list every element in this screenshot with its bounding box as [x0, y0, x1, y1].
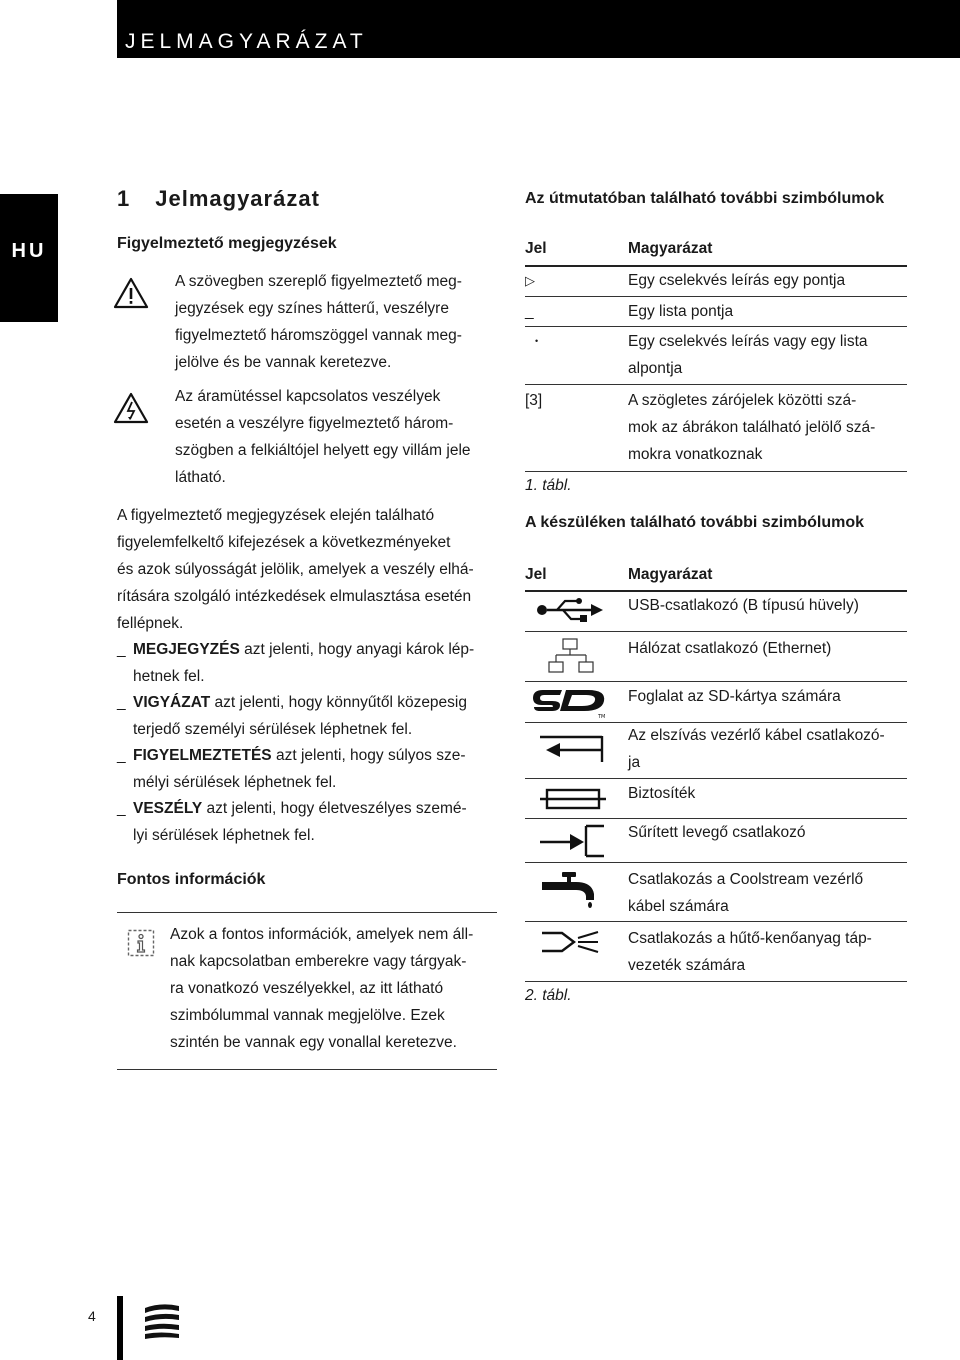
table1-meaning: [628, 387, 875, 468]
sd-card-icon: [530, 687, 610, 719]
list-item-text: azt jelenti, hogy súlyos sze-: [271, 747, 466, 764]
table-rule: [525, 921, 907, 922]
text-line: ra vonatkozó veszélyekkel, az itt látható: [170, 980, 444, 997]
list-item-body: [133, 689, 513, 743]
table1-meaning: [628, 328, 868, 382]
warnings-heading: Figyelmeztető megjegyzések: [117, 235, 337, 252]
list-dash: _: [117, 694, 126, 711]
table2-caption: 2. tábl.: [525, 987, 572, 1004]
table2-meaning: Biztosíték: [628, 785, 696, 802]
header-bar: [117, 0, 960, 58]
list-item-line: [133, 636, 513, 663]
list-item-body: [133, 742, 513, 796]
table-rule: [525, 471, 907, 472]
table2-meaning: Hálózat csatlakozó (Ethernet): [628, 640, 832, 657]
text-line: rítására szolgáló intézkedések elmulasztása esetén: [117, 588, 472, 605]
footer-bar: [117, 1296, 123, 1360]
warnings-paragraph-1: [175, 268, 505, 376]
text-line: mokra vonatkoznak: [628, 446, 763, 463]
table-rule: [525, 631, 907, 632]
text-line: kábel számára: [628, 898, 729, 915]
table1-col-meaning: Magyarázat: [628, 240, 713, 257]
list-item-text: mélyi sérülések léphetnek fel.: [133, 774, 337, 791]
text-line: esetén a veszélyre figyelmeztető három-: [175, 415, 454, 432]
table1-caption: 1. tábl.: [525, 477, 572, 494]
list-item-line: [133, 742, 513, 769]
signal-word: VIGYÁZAT: [133, 694, 211, 711]
signal-word: MEGJEGYZÉS: [133, 641, 240, 658]
list-item-text: hetnek fel.: [133, 668, 205, 685]
page-number: 4: [88, 1308, 96, 1324]
text-line: Az áramütéssel kapcsolatos veszélyek: [175, 388, 441, 405]
table-rule: [525, 681, 907, 682]
table-rule: [525, 296, 907, 297]
list-dash: _: [117, 641, 126, 658]
text-line: szintén be vannak egy vonallal keretezve.: [170, 1034, 457, 1051]
table2-meaning: Foglalat az SD-kártya számára: [628, 688, 841, 705]
svg-text:TM: TM: [598, 714, 606, 719]
table1-symbol: ▷: [525, 273, 535, 288]
table1-col-symbol: Jel: [525, 240, 547, 257]
signal-word: FIGYELMEZTETÉS: [133, 747, 272, 764]
text-line: Az elszívás vezérlő kábel csatlakozó-: [628, 727, 885, 744]
list-item-text: azt jelenti, hogy könnyűtől közepesig: [210, 694, 467, 711]
language-tab-label: HU: [11, 240, 47, 262]
table1-symbol: •: [535, 336, 539, 346]
section-title-text: Jelmagyarázat: [155, 186, 320, 211]
text-line: Csatlakozás a Coolstream vezérlő: [628, 871, 864, 888]
list-item-line: [133, 795, 513, 822]
text-line: A szövegben szereplő figyelmeztető meg-: [175, 273, 462, 290]
table1-meaning: Egy cselekvés leírás egy pontja: [628, 272, 846, 289]
compressed-air-icon: [538, 824, 608, 858]
section-number: 1: [117, 186, 130, 211]
table2-heading: A készüléken található további szimbólumok: [525, 514, 865, 531]
language-tab: [0, 194, 58, 322]
text-line: Csatlakozás a hűtő-kenőanyag táp-: [628, 930, 872, 947]
info-box: [117, 912, 497, 1070]
coolstream-tap-icon: [538, 870, 602, 910]
table2-meaning: [628, 722, 885, 776]
signal-word: VESZÉLY: [133, 800, 203, 817]
important-heading: Fontos információk: [117, 871, 266, 888]
table2-col-meaning: Magyarázat: [628, 566, 713, 583]
table-rule: [525, 384, 907, 385]
text-line: jegyzések egy színes hátterű, veszélyre: [175, 300, 449, 317]
text-line: figyelemfelkeltő kifejezések a következményeket: [117, 534, 451, 551]
text-line: jelölve és be vannak keretezve.: [175, 354, 392, 371]
table2-meaning: [628, 925, 872, 979]
list-item-text: azt jelenti, hogy anyagi károk lép-: [239, 641, 475, 658]
text-line: A figyelmeztető megjegyzések elején található: [117, 507, 435, 524]
section-title: [117, 186, 320, 212]
list-dash: _: [117, 800, 126, 817]
list-item-text: azt jelenti, hogy életveszélyes szemé-: [202, 800, 467, 817]
table2-meaning: USB-csatlakozó (B típusú hüvely): [628, 597, 859, 614]
text-line: Azok a fontos információk, amelyek nem áll-: [170, 926, 474, 943]
text-line: Egy cselekvés leírás vagy egy lista: [628, 333, 868, 350]
list-dash: _: [117, 747, 126, 764]
text-line: ja: [628, 754, 641, 771]
fuse-icon: [540, 787, 606, 811]
text-line: alpontja: [628, 360, 683, 377]
electric-shock-triangle-icon: [113, 391, 149, 425]
list-item-line: [133, 689, 513, 716]
text-line: látható.: [175, 469, 226, 486]
text-line: mok az ábrákon található jelölő szá-: [628, 419, 876, 436]
table1-meaning: Egy lista pontja: [628, 303, 734, 320]
warning-triangle-icon: [113, 276, 149, 310]
list-item-body: [133, 795, 513, 849]
table2-meaning: [628, 866, 863, 920]
text-line: figyelmeztető háromszöggel vannak meg-: [175, 327, 462, 344]
table1-symbol: _: [525, 303, 534, 320]
text-line: vezeték számára: [628, 957, 746, 974]
network-icon: [548, 638, 594, 674]
table2-meaning: Sűrített levegő csatlakozó: [628, 824, 806, 841]
suction-cable-icon: [538, 728, 608, 768]
info-icon: [127, 929, 155, 957]
list-item-text: terjedő személyi sérülések léphetnek fel.: [133, 721, 413, 738]
text-line: szögben a felkiáltójel helyett egy villám jele: [175, 442, 471, 459]
table1-symbol: [3]: [525, 392, 543, 409]
list-item-text: lyi sérülések léphetnek fel.: [133, 827, 315, 844]
table-rule: [525, 326, 907, 327]
table1-heading: Az útmutatóban található további szimbólumok: [525, 190, 885, 207]
warnings-paragraph-2: [175, 383, 505, 491]
table-rule: [525, 778, 907, 779]
text-line: szimbólummal vannak megjelölve. Ezek: [170, 1007, 445, 1024]
table-rule: [525, 981, 907, 982]
list-item-body: [133, 636, 513, 690]
usb-icon: [535, 596, 605, 624]
table-rule: [525, 862, 907, 863]
coolant-nozzle-icon: [540, 929, 604, 957]
text-line: nak kapcsolatban emberekre vagy tárgyak-: [170, 953, 467, 970]
important-text: [170, 921, 500, 1056]
text-line: és azok súlyosságát jelölik, amelyek a veszély elhá-: [117, 561, 474, 578]
brand-logo-icon: [143, 1300, 181, 1340]
text-line: A szögletes zárójelek közötti szá-: [628, 392, 857, 409]
text-line: fellépnek.: [117, 615, 184, 632]
table2-col-symbol: Jel: [525, 566, 547, 583]
warnings-paragraph-3: [117, 502, 507, 637]
header-title: JELMAGYARÁZAT: [125, 30, 368, 53]
